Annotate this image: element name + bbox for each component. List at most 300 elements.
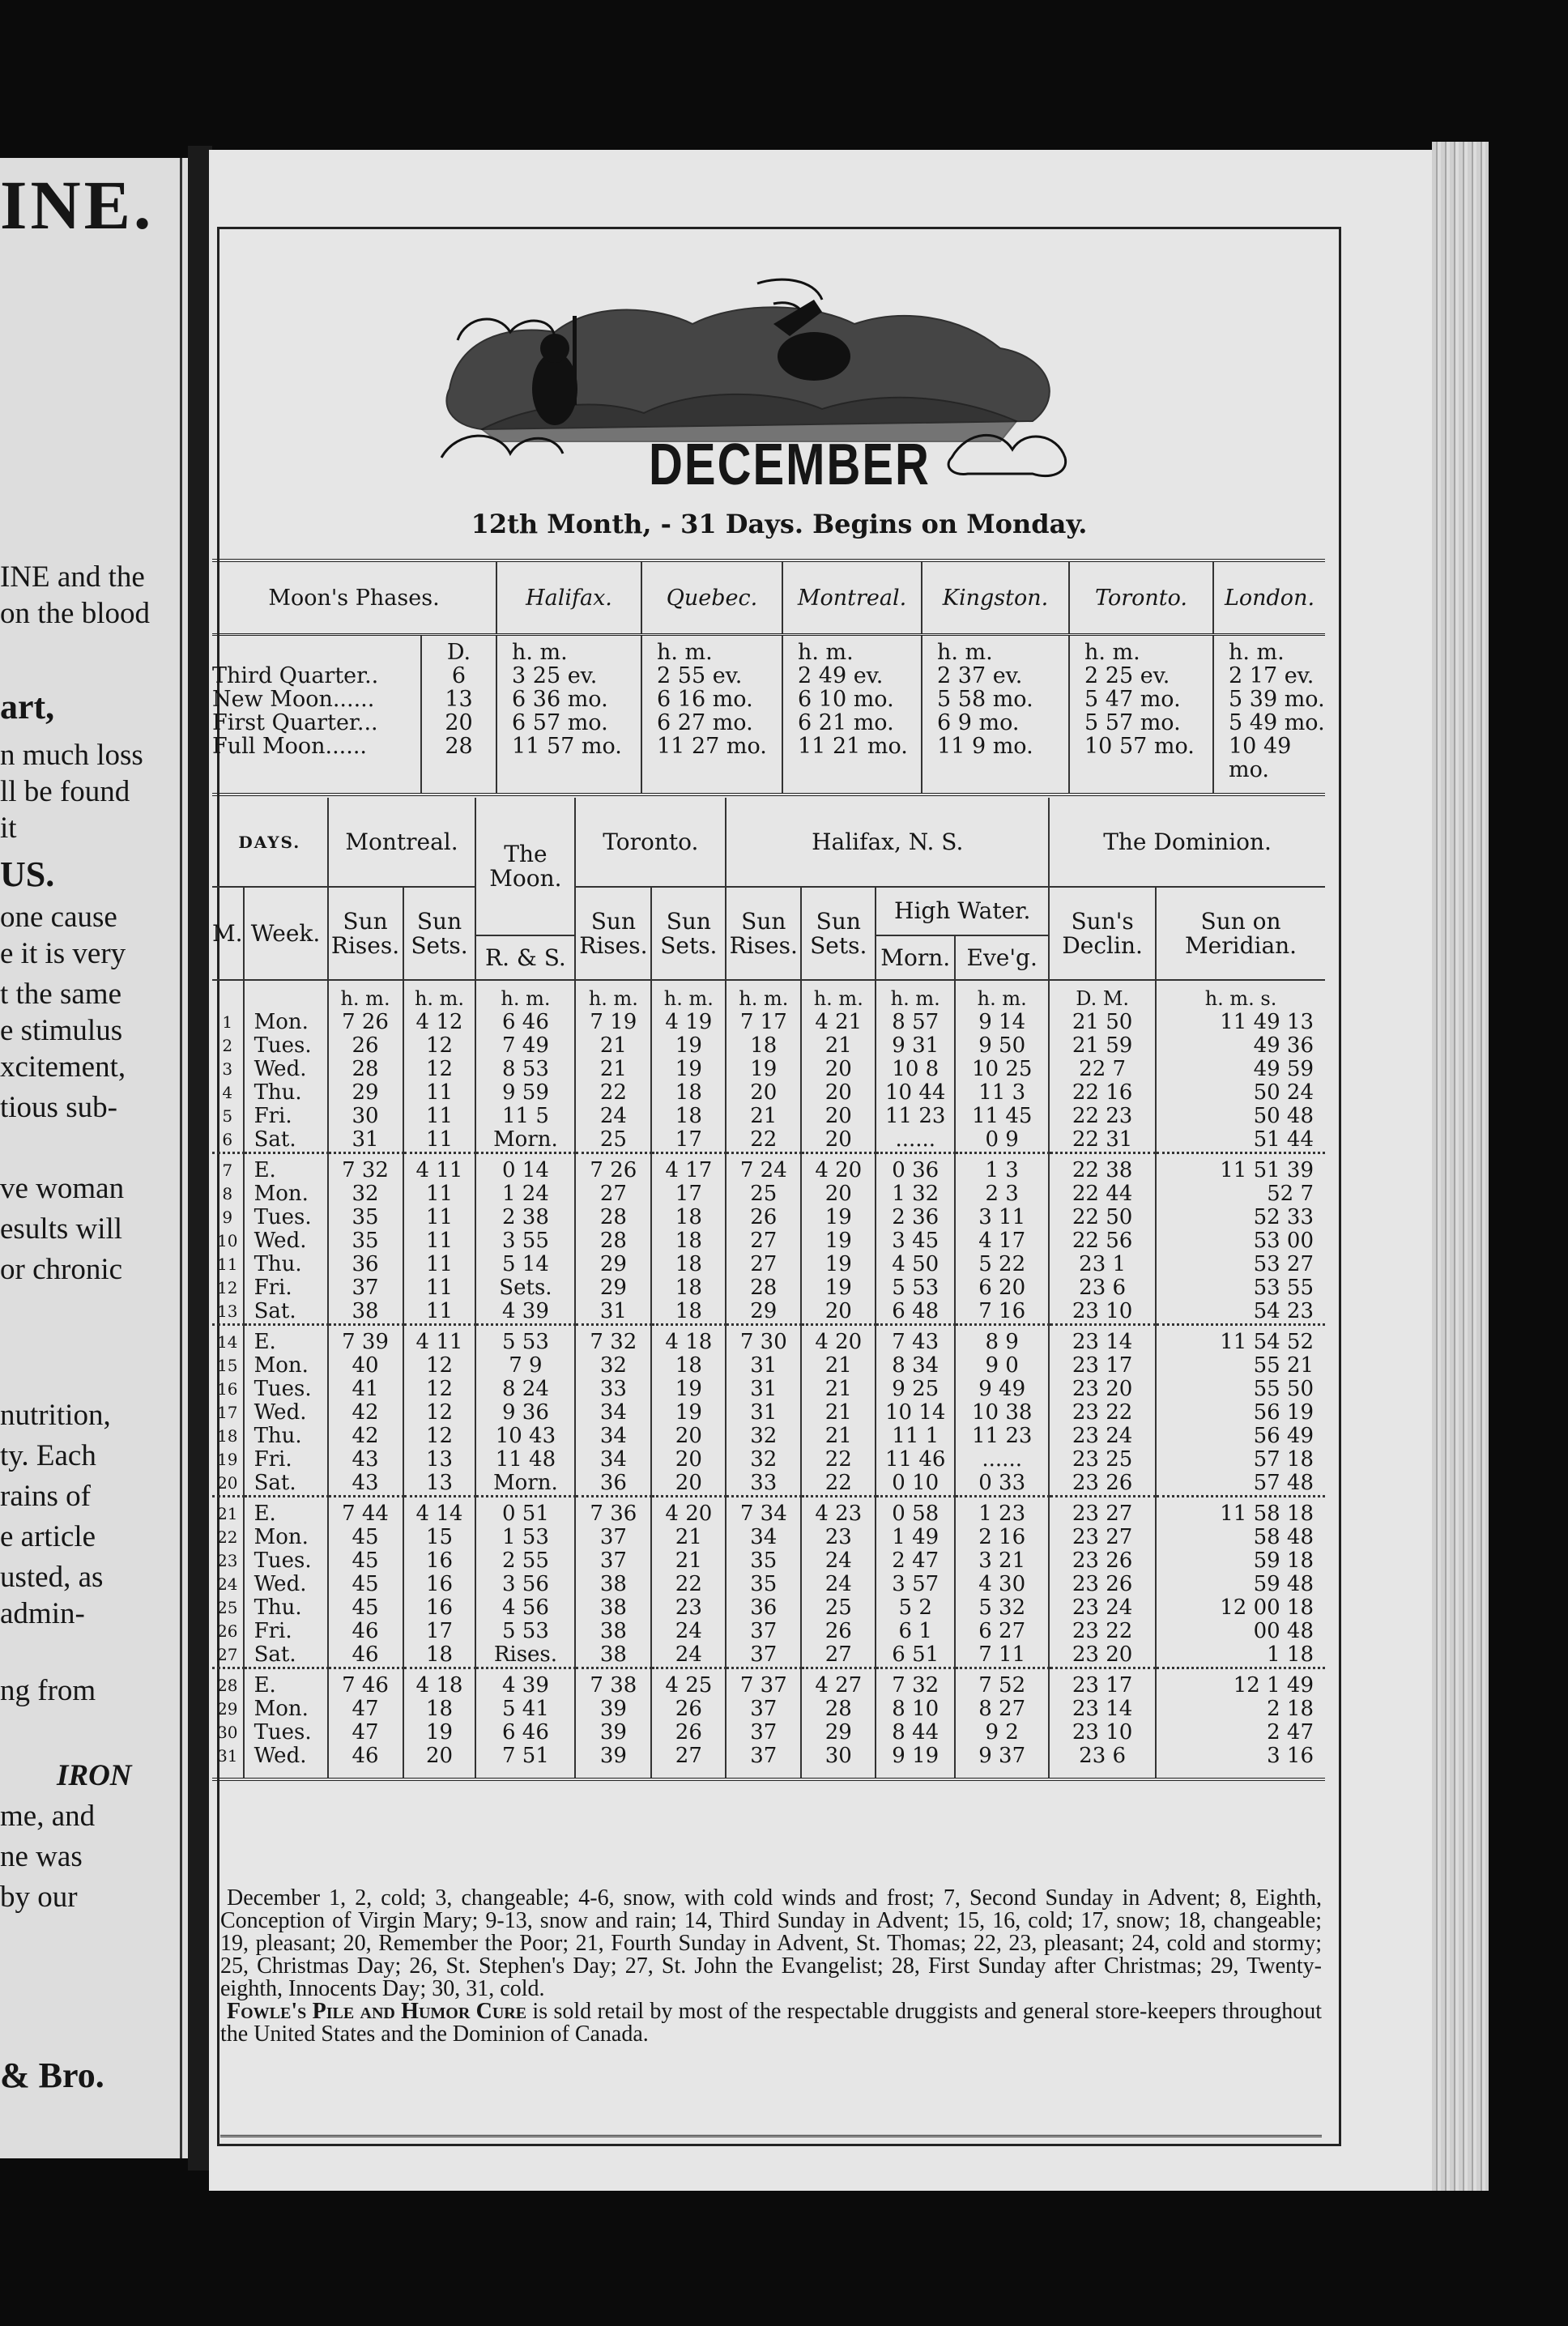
day-of-week: Sat. [244, 1300, 328, 1325]
moon-rise-set: 5 53 [475, 1325, 575, 1355]
montreal-sunrise: 26 [328, 1034, 403, 1058]
montreal-sunset: 19 [403, 1721, 476, 1744]
weather-notes: December 1, 2, cold; 3, changeable; 4-6, snow, with cold winds and frost; 7, Second Sunday in Advent; 8, Eighth, Conception of Virgin Mary; 9-13, snow and rain; 14, Third Sunday in Advent; 15, 16, cold; 17, snow; 18, changeable; 19, pleasant; 20, Remember the Poor; 21, Fourth Sunday in Advent, St. Thomas; 22, 23, pleasant; 24, cold and stormy; 25, Christmas Day; 26, St. Stephen's Day; 27, St. John the Evangelist; 28, First Sunday after Christmas; 29, Twenty-eighth, Innocents Day; 30, 31, cold. [220, 1885, 1322, 2001]
sun-declination: 22 50 [1049, 1206, 1156, 1229]
table-row [212, 1300, 1325, 1325]
left-page-text: t the same [0, 978, 122, 1011]
morn-header: Morn. [876, 935, 955, 980]
phase-time: 6 10 mo. [798, 687, 894, 712]
halifax-sunrise: 37 [726, 1643, 801, 1668]
montreal-sunrise: 30 [328, 1105, 403, 1128]
month-title: DECEMBER [649, 431, 931, 498]
montreal-sunrise: 45 [328, 1596, 403, 1620]
halifax-sunrise: 37 [726, 1721, 801, 1744]
moon-rise-set: 7 9 [475, 1354, 575, 1378]
phase-time: 2 25 ev. [1084, 663, 1170, 688]
day-of-month: 28 [212, 1668, 244, 1698]
left-page-text: ng from [0, 1674, 96, 1707]
table-row [212, 1448, 1325, 1472]
halifax-sunrise: 37 [726, 1620, 801, 1643]
day-of-month: 20 [217, 1473, 238, 1493]
day-of-week: Tues. [244, 1034, 328, 1058]
phase-name: Third Quarter.. [212, 663, 379, 688]
phase-times-col [922, 635, 1069, 795]
montreal-sunset: 15 [403, 1526, 476, 1549]
montreal-sunrise: 43 [328, 1448, 403, 1472]
phase-name: New Moon...... [212, 687, 375, 712]
high-water-evening: 6 27 [955, 1620, 1049, 1643]
halifax-sunrise: 34 [726, 1526, 801, 1549]
table-row [212, 1206, 1325, 1229]
declination-header: Sun's Declin. [1049, 887, 1156, 980]
sun-declination: 23 27 [1049, 1526, 1156, 1549]
high-water-morning: 11 1 [876, 1425, 955, 1448]
sun-declination: 23 25 [1049, 1448, 1156, 1472]
high-water-morning: 5 2 [876, 1596, 955, 1620]
montreal-sunrise: 31 [328, 1128, 403, 1153]
high-water-evening: 3 11 [955, 1206, 1049, 1229]
moon-header: The Moon. [475, 798, 575, 935]
high-water-morning: 6 51 [876, 1643, 955, 1668]
day-of-month: 31 [217, 1746, 238, 1766]
halifax-sunset: 22 [801, 1448, 876, 1472]
toronto-sunset: 24 [651, 1620, 726, 1643]
sun-declination: 22 16 [1049, 1081, 1156, 1105]
sun-declination: 23 10 [1049, 1721, 1156, 1744]
montreal-sunset: 11 [403, 1128, 476, 1153]
phase-name: First Quarter... [212, 710, 378, 735]
sun-on-meridian: 59 48 [1156, 1573, 1325, 1596]
montreal-sunrise: 47 [328, 1698, 403, 1721]
table-row [212, 1081, 1325, 1105]
moon-rise-set: 6 46 [475, 1011, 575, 1034]
halifax-sunrise: 19 [726, 1058, 801, 1081]
halifax-sunrise: 7 30 [726, 1325, 801, 1355]
day-of-week: Thu. [244, 1425, 328, 1448]
high-water-morning: 11 46 [876, 1448, 955, 1472]
left-page-text: one cause [0, 901, 117, 934]
day-of-week: Mon. [244, 1698, 328, 1721]
toronto-sunrise: 7 26 [575, 1153, 651, 1183]
phase-day: 13 [445, 687, 473, 712]
high-water-evening: 0 9 [955, 1128, 1049, 1153]
unit-header: h. m. [937, 640, 993, 665]
day-of-month: 3 [222, 1059, 233, 1079]
toronto-sunset: 19 [651, 1401, 726, 1425]
sun-on-meridian: 11 51 39 [1156, 1153, 1325, 1183]
montreal-sunrise: 47 [328, 1721, 403, 1744]
montreal-sunset: 13 [403, 1448, 476, 1472]
moon-rise-set: 9 36 [475, 1401, 575, 1425]
phase-day: 28 [445, 734, 473, 759]
left-page-text: art, [0, 687, 55, 726]
sun-rises-header: Sun Rises. [726, 887, 801, 980]
sun-on-meridian: 50 24 [1156, 1081, 1325, 1105]
day-of-week: E. [244, 1497, 328, 1527]
left-page-text: e article [0, 1520, 96, 1553]
toronto-sunrise: 7 36 [575, 1497, 651, 1527]
halifax-sunrise: 22 [726, 1128, 801, 1153]
halifax-sunset: 21 [801, 1034, 876, 1058]
ad-product-name: Fowle's Pile and Humor Cure [227, 1999, 527, 2024]
phase-time: 11 21 mo. [798, 734, 908, 759]
halifax-sunset: 19 [801, 1276, 876, 1300]
toronto-sunrise: 32 [575, 1354, 651, 1378]
toronto-sunrise: 21 [575, 1034, 651, 1058]
moon-rise-set: 8 53 [475, 1058, 575, 1081]
left-page-text: n much loss [0, 739, 143, 772]
left-page-text: esults will [0, 1212, 123, 1246]
day-of-week: Tues. [244, 1549, 328, 1573]
montreal-sunrise: 45 [328, 1549, 403, 1573]
toronto-sunrise: 39 [575, 1721, 651, 1744]
sun-on-meridian: 55 21 [1156, 1354, 1325, 1378]
left-page-text: ll be found [0, 775, 130, 808]
halifax-sunset: 4 20 [801, 1325, 876, 1355]
montreal-sunrise: 29 [328, 1081, 403, 1105]
toronto-sunset: 18 [651, 1206, 726, 1229]
high-water-morning: ...... [876, 1128, 955, 1153]
table-row [212, 1378, 1325, 1401]
high-water-evening: 4 30 [955, 1573, 1049, 1596]
toronto-sunset: 24 [651, 1643, 726, 1668]
high-water-evening: 8 27 [955, 1698, 1049, 1721]
montreal-sunrise: 37 [328, 1276, 403, 1300]
table-row [212, 1354, 1325, 1378]
sun-sets-header: Sun Sets. [801, 887, 876, 980]
high-water-evening: 5 32 [955, 1596, 1049, 1620]
halifax-sunrise: 29 [726, 1300, 801, 1325]
sun-on-meridian: 11 49 13 [1156, 1011, 1325, 1034]
table-row [212, 1472, 1325, 1497]
phase-time: 10 57 mo. [1084, 734, 1195, 759]
sun-declination: 23 22 [1049, 1620, 1156, 1643]
halifax-sunrise: 27 [726, 1229, 801, 1253]
table-row [212, 1698, 1325, 1721]
toronto-sunset: 26 [651, 1721, 726, 1744]
phase-time: 6 21 mo. [798, 710, 894, 735]
phase-time: 6 16 mo. [657, 687, 753, 712]
sun-on-meridian: 11 54 52 [1156, 1325, 1325, 1355]
table-row [212, 1744, 1325, 1779]
toronto-sunrise: 38 [575, 1596, 651, 1620]
halifax-sunset: 21 [801, 1378, 876, 1401]
sun-declination: 23 26 [1049, 1549, 1156, 1573]
month-notes [220, 1887, 1322, 2046]
halifax-sunset: 20 [801, 1182, 876, 1206]
day-of-week: Thu. [244, 1081, 328, 1105]
moon-rs-header: R. & S. [475, 935, 575, 980]
day-of-week: Mon. [244, 1354, 328, 1378]
toronto-sunrise: 38 [575, 1643, 651, 1668]
halifax-sunset: 24 [801, 1549, 876, 1573]
left-page-text: INE. [0, 166, 155, 244]
day-of-week: E. [244, 1325, 328, 1355]
high-water-morning: 8 44 [876, 1721, 955, 1744]
halifax-sunset: 26 [801, 1620, 876, 1643]
high-water-evening: 9 2 [955, 1721, 1049, 1744]
phase-time: 6 27 mo. [657, 710, 753, 735]
toronto-sunrise: 39 [575, 1744, 651, 1779]
sun-on-meridian: 12 00 18 [1156, 1596, 1325, 1620]
toronto-sunrise: 7 19 [575, 1011, 651, 1034]
ad-text: is sold retail by most of the respectable druggists and general store-keepers throughout the United States and the Dominion of Canada. [220, 1999, 1322, 2047]
montreal-sunset: 18 [403, 1643, 476, 1668]
table-row [212, 1034, 1325, 1058]
phase-times-col [1069, 635, 1213, 795]
day-of-week: Wed. [244, 1401, 328, 1425]
toronto-sunset: 18 [651, 1276, 726, 1300]
moon-rise-set: Morn. [475, 1472, 575, 1497]
high-water-morning: 0 58 [876, 1497, 955, 1527]
high-water-evening: 10 38 [955, 1401, 1049, 1425]
unit-cell: h. m. [801, 980, 876, 1011]
table-row [212, 1105, 1325, 1128]
halifax-sunrise: 7 17 [726, 1011, 801, 1034]
toronto-sunrise: 7 38 [575, 1668, 651, 1698]
high-water-morning: 4 50 [876, 1253, 955, 1276]
high-water-morning: 7 43 [876, 1325, 955, 1355]
montreal-sunset: 12 [403, 1034, 476, 1058]
day-of-month: 30 [217, 1723, 238, 1742]
toronto-sunrise: 34 [575, 1425, 651, 1448]
high-water-morning: 2 47 [876, 1549, 955, 1573]
moon-rise-set: 6 46 [475, 1721, 575, 1744]
halifax-sunset: 19 [801, 1229, 876, 1253]
halifax-sunset: 30 [801, 1744, 876, 1779]
sun-declination: 23 26 [1049, 1472, 1156, 1497]
moon-rise-set: 1 53 [475, 1526, 575, 1549]
toronto-sunset: 4 25 [651, 1668, 726, 1698]
unit-cell [212, 980, 244, 1011]
phase-times-col [1213, 635, 1325, 795]
day-of-month: 7 [212, 1153, 244, 1183]
toronto-sunrise: 24 [575, 1105, 651, 1128]
moon-rise-set: Rises. [475, 1643, 575, 1668]
high-water-evening: 9 49 [955, 1378, 1049, 1401]
montreal-sunset: 12 [403, 1354, 476, 1378]
toronto-sunrise: 27 [575, 1182, 651, 1206]
table-row [212, 1253, 1325, 1276]
montreal-sunrise: 7 39 [328, 1325, 403, 1355]
phase-time: 5 47 mo. [1084, 687, 1181, 712]
left-page-text: me, and [0, 1800, 96, 1833]
day-of-week: Wed. [244, 1058, 328, 1081]
day-of-week: Thu. [244, 1596, 328, 1620]
halifax-sunrise: 37 [726, 1698, 801, 1721]
table-row [212, 1573, 1325, 1596]
halifax-sunrise: 18 [726, 1034, 801, 1058]
montreal-sunrise: 32 [328, 1182, 403, 1206]
unit-cell [244, 980, 328, 1011]
left-page-text: by our [0, 1881, 78, 1914]
day-of-month: 4 [222, 1083, 233, 1102]
table-row [212, 1425, 1325, 1448]
halifax-sunset: 20 [801, 1081, 876, 1105]
sun-on-meridian: 56 19 [1156, 1401, 1325, 1425]
montreal-sunset: 12 [403, 1378, 476, 1401]
table-row [212, 1276, 1325, 1300]
high-water-evening: ...... [955, 1448, 1049, 1472]
halifax-sunset: 29 [801, 1721, 876, 1744]
month-subtitle: 12th Month, - 31 Days. Begins on Monday. [471, 509, 1088, 539]
table-row [212, 1011, 1325, 1034]
high-water-evening: 11 3 [955, 1081, 1049, 1105]
toronto-sunset: 19 [651, 1058, 726, 1081]
left-page-text: e stimulus [0, 1014, 123, 1047]
toronto-sunset: 18 [651, 1354, 726, 1378]
page-edges [1432, 142, 1489, 2191]
sun-declination: 23 14 [1049, 1698, 1156, 1721]
high-water-evening: 9 14 [955, 1011, 1049, 1034]
sun-declination: 23 24 [1049, 1596, 1156, 1620]
halifax-sunrise: 27 [726, 1253, 801, 1276]
sun-on-meridian: 49 59 [1156, 1058, 1325, 1081]
city-header: Toronto. [1069, 560, 1213, 635]
day-of-month: 2 [222, 1036, 233, 1055]
unit-header: h. m. [1229, 640, 1285, 665]
phase-times-col [782, 635, 922, 795]
halifax-sunset: 4 20 [801, 1153, 876, 1183]
day-of-week: Mon. [244, 1011, 328, 1034]
moon-rise-set: 8 24 [475, 1378, 575, 1401]
phase-time: 11 9 mo. [937, 734, 1033, 759]
day-of-week: Wed. [244, 1744, 328, 1779]
unit-cell: h. m. [726, 980, 801, 1011]
sun-declination: 22 7 [1049, 1058, 1156, 1081]
high-water-morning: 9 25 [876, 1378, 955, 1401]
toronto-sunrise: 39 [575, 1698, 651, 1721]
day-of-month: 26 [217, 1621, 238, 1641]
montreal-sunset: 20 [403, 1744, 476, 1779]
phase-time: 5 57 mo. [1084, 710, 1181, 735]
montreal-sunset: 11 [403, 1182, 476, 1206]
montreal-sunset: 12 [403, 1401, 476, 1425]
toronto-sunrise: 31 [575, 1300, 651, 1325]
sun-declination: 23 22 [1049, 1401, 1156, 1425]
unit-cell: h. m. [403, 980, 476, 1011]
phase-time: 5 58 mo. [937, 687, 1033, 712]
sun-on-meridian: 12 1 49 [1156, 1668, 1325, 1698]
day-of-month: 5 [222, 1106, 233, 1126]
high-water-morning: 6 1 [876, 1620, 955, 1643]
toronto-sunset: 19 [651, 1034, 726, 1058]
halifax-sunset: 4 27 [801, 1668, 876, 1698]
toronto-sunrise: 38 [575, 1620, 651, 1643]
montreal-sunset: 4 14 [403, 1497, 476, 1527]
halifax-sunrise: 32 [726, 1448, 801, 1472]
toronto-sunset: 26 [651, 1698, 726, 1721]
toronto-sunset: 17 [651, 1182, 726, 1206]
table-row [212, 1325, 1325, 1355]
moon-rise-set: 3 55 [475, 1229, 575, 1253]
left-page-text: ne was [0, 1840, 83, 1873]
high-water-morning: 9 31 [876, 1034, 955, 1058]
moon-rise-set: 5 53 [475, 1620, 575, 1643]
toronto-sunset: 4 17 [651, 1153, 726, 1183]
sun-declination: 23 24 [1049, 1425, 1156, 1448]
halifax-sunrise: 31 [726, 1354, 801, 1378]
day-of-month: 23 [217, 1551, 238, 1570]
table-row [212, 1526, 1325, 1549]
day-of-week: Sat. [244, 1472, 328, 1497]
toronto-sunset: 21 [651, 1526, 726, 1549]
halifax-sunrise: 35 [726, 1573, 801, 1596]
phase-time: 3 25 ev. [512, 663, 598, 688]
city-header: Montreal. [782, 560, 922, 635]
moon-rise-set: 7 51 [475, 1744, 575, 1779]
montreal-sunset: 4 11 [403, 1153, 476, 1183]
montreal-sunset: 4 18 [403, 1668, 476, 1698]
sun-on-meridian: 3 16 [1156, 1744, 1325, 1779]
toronto-sunrise: 22 [575, 1081, 651, 1105]
montreal-sunrise: 7 46 [328, 1668, 403, 1698]
left-page-text: ty. Each [0, 1439, 96, 1472]
high-water-morning: 8 57 [876, 1011, 955, 1034]
toronto-sunrise: 29 [575, 1276, 651, 1300]
sun-on-meridian: 53 27 [1156, 1253, 1325, 1276]
montreal-sunrise: 35 [328, 1206, 403, 1229]
halifax-sunset: 28 [801, 1698, 876, 1721]
high-water-evening: 8 9 [955, 1325, 1049, 1355]
sun-sets-header: Sun Sets. [403, 887, 476, 980]
high-water-morning: 7 32 [876, 1668, 955, 1698]
montreal-sunrise: 42 [328, 1401, 403, 1425]
left-page-text: nutrition, [0, 1399, 111, 1432]
unit-cell: h. m. [475, 980, 575, 1011]
toronto-sunset: 20 [651, 1425, 726, 1448]
phase-day: 20 [445, 710, 473, 735]
sun-on-meridian: 2 47 [1156, 1721, 1325, 1744]
table-row [212, 1596, 1325, 1620]
phase-name: Full Moon...... [212, 734, 368, 759]
phase-time: 5 39 mo. [1229, 687, 1325, 712]
high-water-evening: 7 16 [955, 1300, 1049, 1325]
day-of-month: 14 [212, 1325, 244, 1355]
day-of-week: Tues. [244, 1721, 328, 1744]
unit-header: h. m. [798, 640, 854, 665]
montreal-sunrise: 38 [328, 1300, 403, 1325]
halifax-sunset: 23 [801, 1526, 876, 1549]
unit-header: h. m. [512, 640, 568, 665]
phase-times-col [641, 635, 782, 795]
montreal-sunrise: 41 [328, 1378, 403, 1401]
left-page-text: xcitement, [0, 1050, 126, 1084]
day-of-week: Tues. [244, 1206, 328, 1229]
sun-on-meridian: 00 48 [1156, 1620, 1325, 1643]
toronto-sunset: 20 [651, 1448, 726, 1472]
montreal-sunset: 4 11 [403, 1325, 476, 1355]
unit-cell: h. m. [651, 980, 726, 1011]
halifax-sunset: 20 [801, 1128, 876, 1153]
left-page-text: e it is very [0, 937, 126, 970]
sun-declination: 22 38 [1049, 1153, 1156, 1183]
halifax-sunset: 19 [801, 1206, 876, 1229]
halifax-sunrise: 20 [726, 1081, 801, 1105]
unit-cell: D. M. [1049, 980, 1156, 1011]
day-of-month: 1 [222, 1012, 233, 1032]
montreal-sunrise: 45 [328, 1573, 403, 1596]
montreal-sunset: 11 [403, 1081, 476, 1105]
montreal-sunset: 17 [403, 1620, 476, 1643]
high-water-evening: 0 33 [955, 1472, 1049, 1497]
toronto-sunset: 18 [651, 1300, 726, 1325]
montreal-sunrise: 7 26 [328, 1011, 403, 1034]
high-water-evening: 11 45 [955, 1105, 1049, 1128]
montreal-sunset: 16 [403, 1573, 476, 1596]
high-water-evening: 9 0 [955, 1354, 1049, 1378]
sun-on-meridian: 58 48 [1156, 1526, 1325, 1549]
